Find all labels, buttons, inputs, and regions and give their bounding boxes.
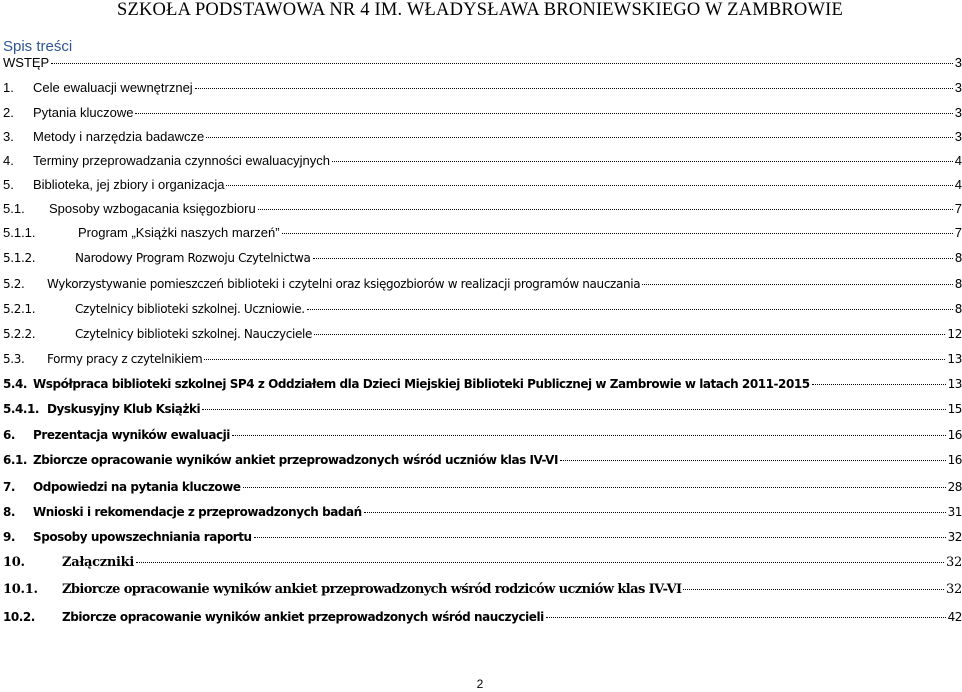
toc-dot-leader xyxy=(364,512,946,513)
toc-entry-number: 5.1.2. xyxy=(3,251,36,265)
toc-entry-number: 6.1. xyxy=(3,453,28,467)
toc-dot-leader xyxy=(683,589,944,590)
toc-entry-number: 2. xyxy=(3,105,14,120)
toc-dot-leader xyxy=(812,384,946,385)
toc-entry-title: Zbiorcze opracowanie wyników ankiet przeprowadzonych wśród nauczycieli xyxy=(62,610,544,624)
toc-entry-title: Odpowiedzi na pytania kluczowe xyxy=(33,480,241,494)
toc-heading: Spis treści xyxy=(3,38,73,55)
toc-entry[interactable] xyxy=(3,325,962,343)
toc-entry-number: 5.1.1. xyxy=(3,225,36,240)
toc-entry-page: 15 xyxy=(947,402,962,416)
toc-entry-page: 13 xyxy=(947,377,962,391)
toc-dot-leader xyxy=(136,562,944,563)
toc-entry-title: Wnioski i rekomendacje z przeprowadzonych badań xyxy=(33,505,362,519)
toc-dot-leader xyxy=(243,487,946,488)
toc-dot-leader xyxy=(226,185,952,186)
toc-entry-number: 1. xyxy=(3,80,14,95)
toc-entry-page: 3 xyxy=(954,129,962,144)
toc-entry-title: Metody i narzędzia badawcze xyxy=(33,129,205,144)
toc-entry[interactable] xyxy=(3,581,962,599)
toc-entry-page: 8 xyxy=(954,302,962,316)
toc-entry-page: 16 xyxy=(947,428,962,442)
toc-dot-leader xyxy=(307,309,953,310)
toc-dot-leader xyxy=(202,409,945,410)
toc-dot-leader xyxy=(195,88,953,89)
toc-entry[interactable] xyxy=(3,478,962,496)
toc-entry-title: Program „Książki naszych marzeń” xyxy=(78,225,280,240)
toc-entry-page: 7 xyxy=(954,225,962,240)
toc-entry-title: Biblioteka, jej zbiory i organizacja xyxy=(33,177,225,192)
toc-dot-leader xyxy=(206,137,953,138)
toc-entry[interactable] xyxy=(3,224,962,242)
toc-entry-page: 16 xyxy=(947,453,962,467)
toc-entry-page: 13 xyxy=(947,352,962,366)
toc-dot-leader xyxy=(258,209,953,210)
toc-dot-leader xyxy=(204,359,945,360)
toc-dot-leader xyxy=(51,63,953,64)
toc-entry-title: Sposoby wzbogacania księgozbioru xyxy=(49,201,256,216)
toc-entry-page: 32 xyxy=(947,530,962,544)
toc-entry[interactable] xyxy=(3,528,962,546)
toc-entry[interactable] xyxy=(3,79,962,97)
toc-entry-page: 3 xyxy=(954,105,962,120)
toc-entry-title: Terminy przeprowadzania czynności ewaluacyjnych xyxy=(33,153,330,168)
toc-entry[interactable] xyxy=(3,608,962,626)
toc-entry-page: 32 xyxy=(946,582,962,597)
toc-entry-number: 7. xyxy=(3,480,16,494)
toc-entry[interactable] xyxy=(3,554,962,572)
toc-entry-title: Współpraca biblioteki szkolnej SP4 z Oddziałem dla Dzieci Miejskiej Biblioteki Publicznej w Zambrowie w latach 2011-2015 xyxy=(33,377,810,391)
toc-entry[interactable] xyxy=(3,275,962,293)
toc-entry-title: Zbiorcze opracowanie wyników ankiet przeprowadzonych wśród rodziców uczniów klas IV-VI xyxy=(62,582,682,597)
toc-entry[interactable] xyxy=(3,375,962,393)
toc-entry[interactable] xyxy=(3,426,962,444)
toc-entry[interactable] xyxy=(3,451,962,469)
toc-entry-title: Cele ewaluacji wewnętrznej xyxy=(33,80,193,95)
page-title: SZKOŁA PODSTAWOWA NR 4 IM. WŁADYSŁAWA BRONIEWSKIEGO W ZAMBROWIE xyxy=(116,0,844,20)
toc-entry-number: 5. xyxy=(3,177,14,192)
toc-dot-leader xyxy=(546,617,946,618)
toc-entry-number: 4. xyxy=(3,153,14,168)
toc-entry-number: 5.2. xyxy=(3,277,25,291)
toc-dot-leader xyxy=(314,334,945,335)
toc-entry-number: 5.4.1. xyxy=(3,402,40,416)
toc-entry-number: 5.4. xyxy=(3,377,28,391)
toc-entry-title: Czytelnicy biblioteki szkolnej. Uczniowie. xyxy=(75,302,305,316)
toc-entry-title: Narodowy Program Rozwoju Czytelnictwa xyxy=(75,251,311,265)
toc-dot-leader xyxy=(135,113,952,114)
toc-entry-page: 4 xyxy=(954,153,962,168)
toc-entry-page: 32 xyxy=(946,555,962,570)
toc-entry-number: 6. xyxy=(3,428,16,442)
toc-entry-number: 5.1. xyxy=(3,201,25,216)
toc-entry-title: Dyskusyjny Klub Książki xyxy=(47,402,201,416)
toc-entry[interactable] xyxy=(3,249,962,267)
toc-dot-leader xyxy=(642,284,952,285)
toc-entry-page: 7 xyxy=(954,201,962,216)
toc-entry-number: 3. xyxy=(3,129,14,144)
toc-entry-title: Prezentacja wyników ewaluacji xyxy=(33,428,230,442)
toc-entry-number: 5.3. xyxy=(3,352,25,366)
toc-dot-leader xyxy=(282,233,953,234)
toc-dot-leader xyxy=(332,161,953,162)
toc-entry-page: 4 xyxy=(954,177,962,192)
toc-entry-title: Formy pracy z czytelnikiem xyxy=(47,352,203,366)
toc-entry[interactable] xyxy=(3,128,962,146)
toc-entry[interactable] xyxy=(3,176,962,194)
toc-dot-leader xyxy=(232,435,946,436)
toc-entry-number: 8. xyxy=(3,505,16,519)
toc-entry[interactable] xyxy=(3,104,962,122)
toc-entry-title: Sposoby upowszechniania raportu xyxy=(33,530,252,544)
toc-entry-page: 3 xyxy=(954,55,962,70)
toc-entry-number: 10.2. xyxy=(3,610,35,624)
toc-entry-page: 42 xyxy=(947,610,962,624)
toc-entry-number: 5.2.2. xyxy=(3,327,36,341)
toc-entry-page: 8 xyxy=(954,251,962,265)
toc-entry-page: 31 xyxy=(947,505,962,519)
toc-entry[interactable] xyxy=(3,300,962,318)
toc-entry-page: 3 xyxy=(954,80,962,95)
toc-entry-title: WSTĘP xyxy=(3,55,50,70)
toc-entry-title: Załączniki xyxy=(62,555,134,570)
toc-entry[interactable] xyxy=(3,54,962,72)
toc-entry-title: Zbiorcze opracowanie wyników ankiet przeprowadzonych wśród uczniów klas IV-VI xyxy=(33,453,559,467)
toc-dot-leader xyxy=(254,537,946,538)
toc-entry-page: 8 xyxy=(954,277,962,291)
toc-dot-leader xyxy=(560,460,946,461)
toc-entry-number: 5.2.1. xyxy=(3,302,36,316)
toc-entry[interactable] xyxy=(3,152,962,170)
toc-entry-page: 12 xyxy=(947,327,962,341)
toc-entry-title: Czytelnicy biblioteki szkolnej. Nauczyciele xyxy=(75,327,313,341)
toc-dot-leader xyxy=(313,258,953,259)
toc-entry-title: Wykorzystywanie pomieszczeń biblioteki i czytelni oraz księgozbiorów w realizacji programów nauczania xyxy=(47,277,641,291)
toc-entry[interactable] xyxy=(3,503,962,521)
toc-entry-page: 28 xyxy=(947,480,962,494)
toc-entry-number: 9. xyxy=(3,530,16,544)
toc-entry-number: 10.1. xyxy=(3,582,38,597)
toc-entry[interactable] xyxy=(3,200,962,218)
toc-entry[interactable] xyxy=(3,350,962,368)
toc-entry[interactable] xyxy=(3,400,962,418)
page-number: 2 xyxy=(476,677,484,691)
toc-entry-title: Pytania kluczowe xyxy=(33,105,134,120)
toc-entry-number: 10. xyxy=(3,555,25,570)
